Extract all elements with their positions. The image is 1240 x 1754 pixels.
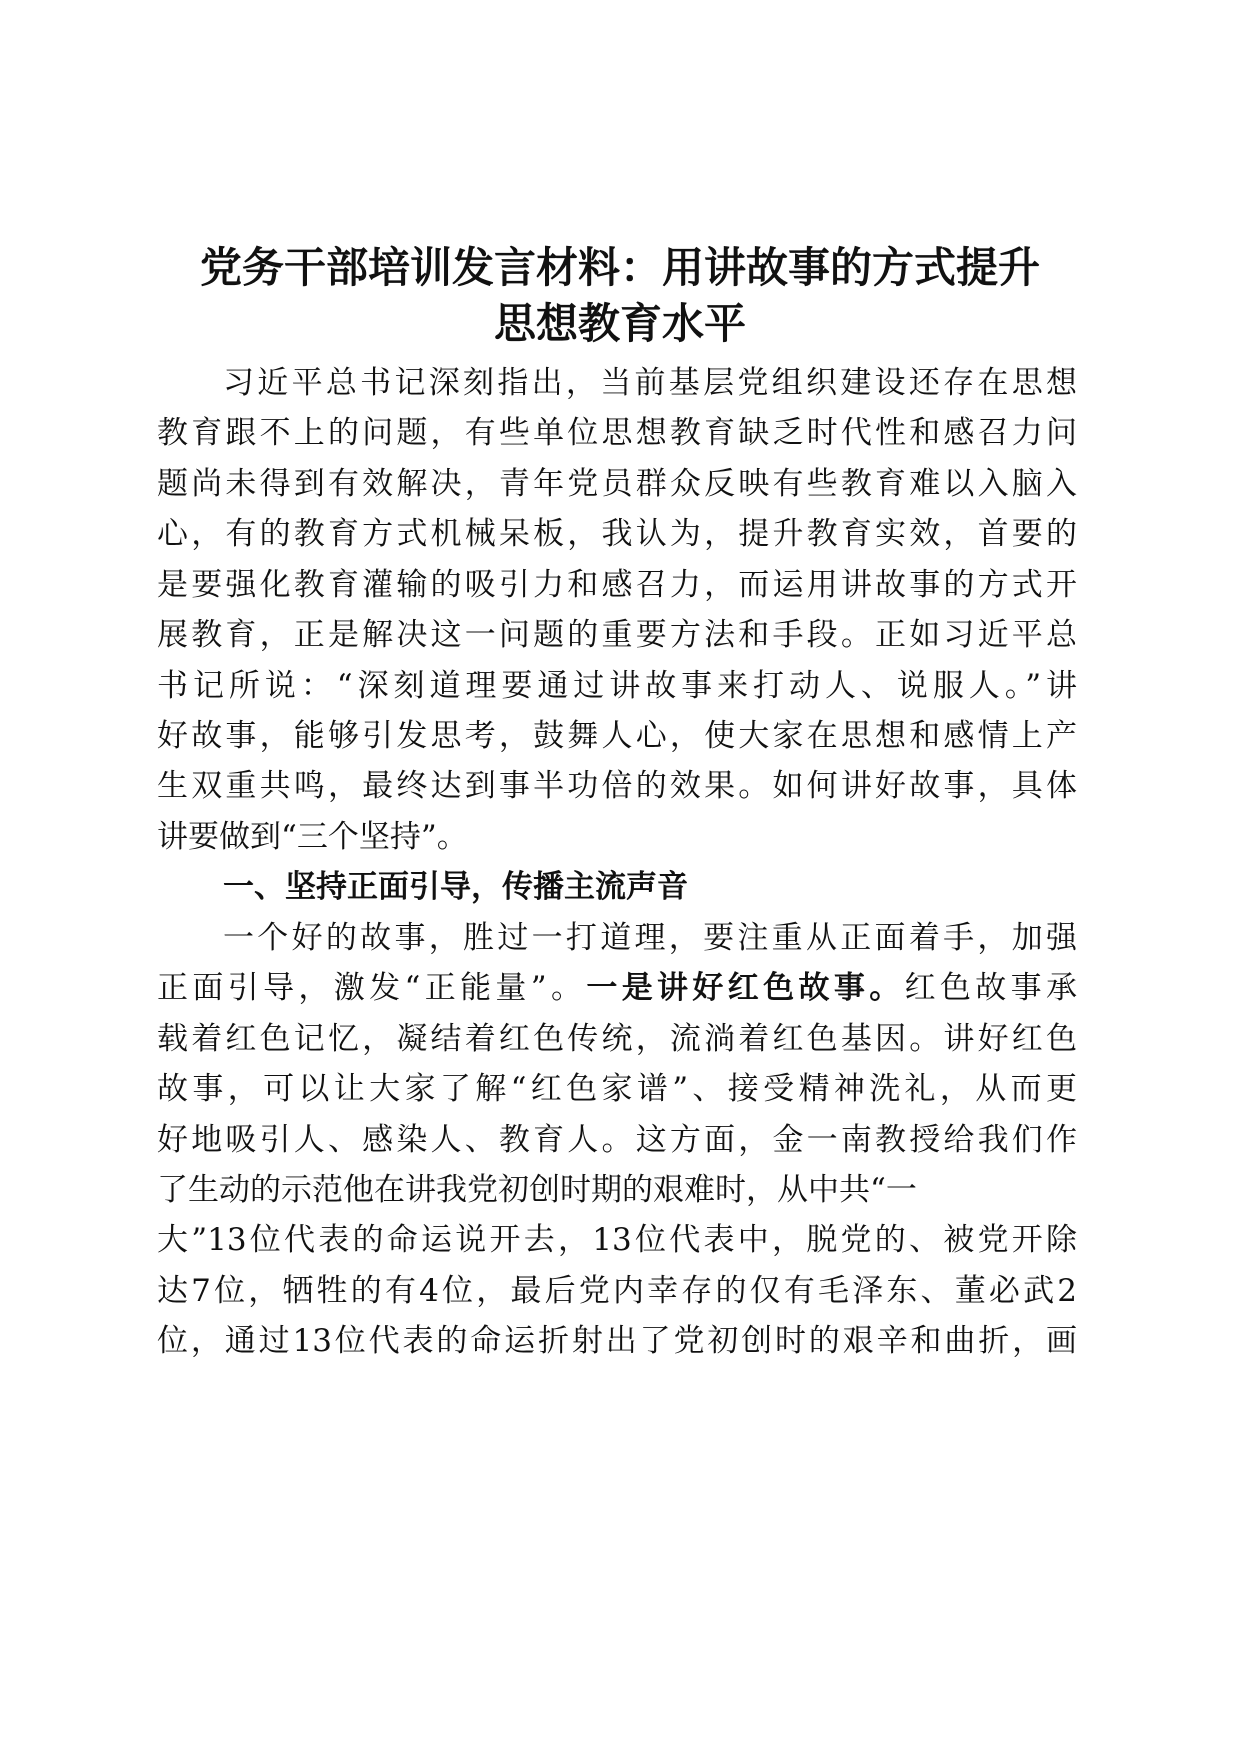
paragraph-2-line-5: 好地吸引人、感染人、教育人。这方面，金一南教授给我们作 [157, 1122, 1077, 1158]
paragraph-2-line-2-pre: 正面引导，激发“正能量”。 [157, 970, 587, 1006]
paragraph-2-line-4: 故事，可以让大家了解“红色家谱”、接受精神洗礼，从而更 [157, 1071, 1077, 1107]
paragraph-2-line-8: 达7位，牺牲的有4位，最后党内幸存的仅有毛泽东、董必武2 [157, 1273, 1077, 1309]
paragraph-1-line-9: 生双重共鸣，最终达到事半功倍的效果。如何讲好故事，具体 [157, 768, 1077, 804]
paragraph-2-line-2 [157, 968, 1077, 1008]
paragraph-1-line-5: 是要强化教育灌输的吸引力和感召力，而运用讲故事的方式开 [157, 567, 1077, 603]
paragraph-2-line-9: 位，通过13位代表的命运折射出了党初创时的艰辛和曲折，画 [157, 1323, 1077, 1359]
section-1-heading: 一、坚持正面引导，传播主流声音 [223, 869, 688, 905]
paragraph-1-line-4: 心，有的教育方式机械呆板，我认为，提升教育实效，首要的 [157, 516, 1077, 552]
paragraph-1-line-8: 好故事，能够引发思考，鼓舞人心，使大家在思想和感情上产 [157, 718, 1077, 754]
paragraph-2-line-6: 了生动的示范他在讲我党初创时期的艰难时，从中共“一 [157, 1172, 917, 1208]
paragraph-2-line-1: 一个好的故事，胜过一打道理，要注重从正面着手，加强 [223, 920, 1077, 956]
paragraph-2-line-3: 载着红色记忆，凝结着红色传统，流淌着红色基因。讲好红色 [157, 1021, 1077, 1057]
paragraph-1-line-7: 书记所说：“深刻道理要通过讲故事来打动人、说服人。”讲 [157, 668, 1077, 704]
paragraph-2-bold-lead: 一是讲好红色故事。 [586, 970, 905, 1006]
paragraph-1-line-2: 教育跟不上的问题，有些单位思想教育缺乏时代性和感召力问 [157, 415, 1077, 451]
paragraph-1-line-6: 展教育，正是解决这一问题的重要方法和手段。正如习近平总 [157, 617, 1077, 653]
paragraph-2-line-2-post: 红色故事承 [904, 970, 1077, 1006]
paragraph-2-line-7: 大”13位代表的命运说开去，13位代表中，脱党的、被党开除 [157, 1222, 1077, 1258]
document-title-line-2: 思想教育水平 [493, 299, 746, 348]
paragraph-1-line-10: 讲要做到“三个坚持”。 [157, 819, 468, 855]
document-title-line-1: 党务干部培训发言材料：用讲故事的方式提升 [199, 243, 1040, 292]
paragraph-1-line-1: 习近平总书记深刻指出，当前基层党组织建设还存在思想 [223, 365, 1077, 401]
paragraph-1-line-3: 题尚未得到有效解决，青年党员群众反映有些教育难以入脑入 [157, 466, 1077, 502]
